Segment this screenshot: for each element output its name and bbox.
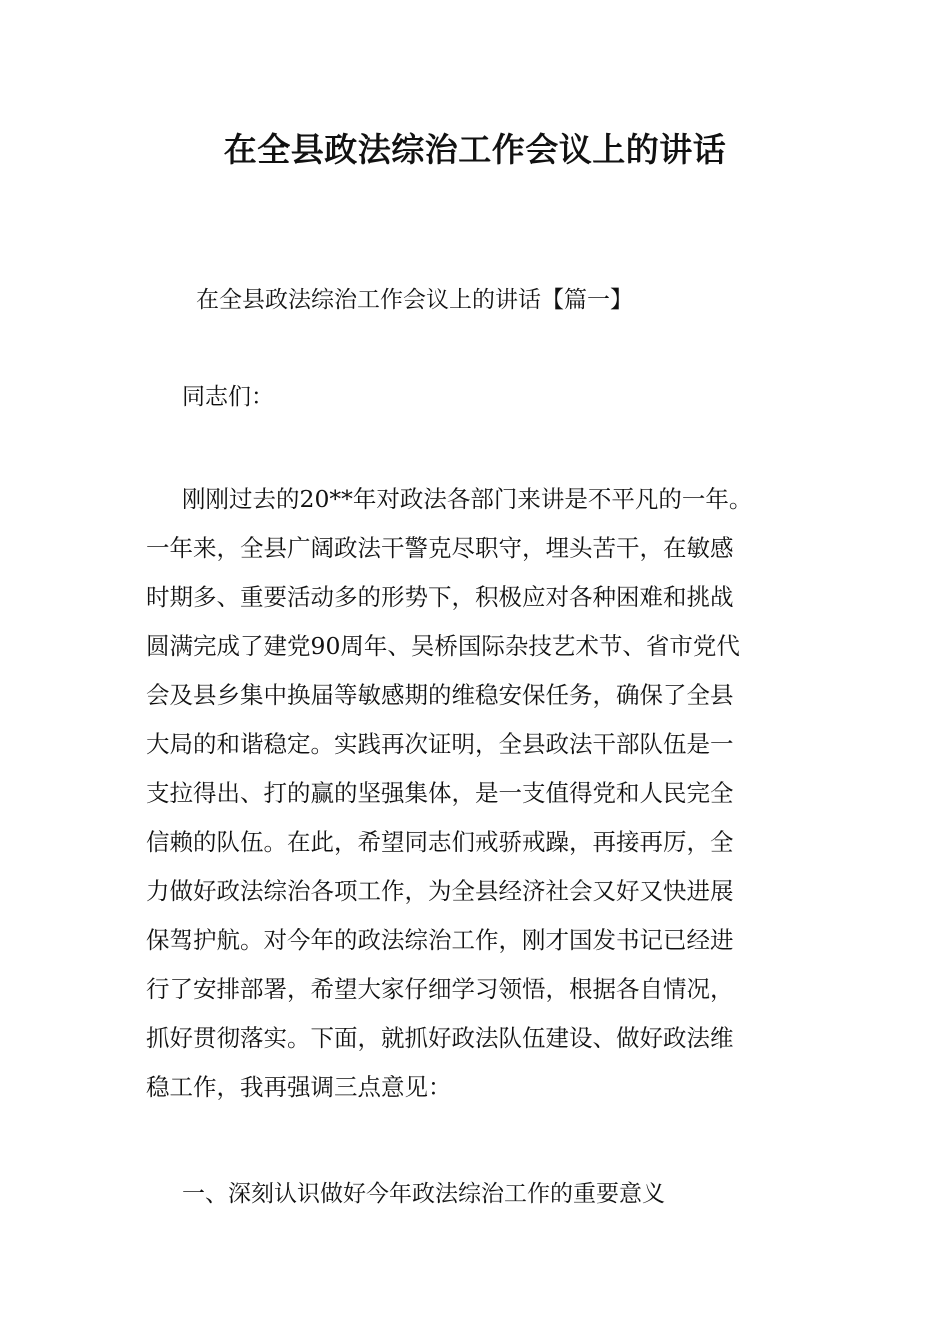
paragraph-line: 行了安排部署，希望大家仔细学习领悟，根据各自情况， [146, 975, 734, 1003]
paragraph-line: 大局的和谐稳定。实践再次证明，全县政法干部队伍是一 [146, 730, 734, 758]
body-paragraph [146, 479, 806, 1116]
paragraph-line: 刚刚过去的20**年对政法各部门来讲是不平凡的一年。 [182, 485, 753, 513]
paragraph-line: 力做好政法综治各项工作，为全县经济社会又好又快进展 [146, 877, 734, 905]
paragraph-line: 一年来，全县广阔政法干警克尽职守，埋头苦干，在敏感 [146, 534, 734, 562]
document-title: 在全县政法综治工作会议上的讲话 [223, 130, 727, 169]
section-subtitle: 在全县政法综治工作会议上的讲话【篇一】 [196, 287, 633, 313]
paragraph-line: 支拉得出、打的赢的坚强集体，是一支值得党和人民完全 [146, 779, 734, 807]
paragraph-line: 保驾护航。对今年的政法综治工作，刚才国发书记已经进 [146, 926, 734, 954]
paragraph-line: 时期多、重要活动多的形势下，积极应对各种困难和挑战 [146, 583, 734, 611]
paragraph-line: 会及县乡集中换届等敏感期的维稳安保任务，确保了全县 [146, 681, 734, 709]
section-heading: 一、深刻认识做好今年政法综治工作的重要意义 [182, 1181, 665, 1207]
greeting: 同志们： [182, 384, 274, 410]
paragraph-line: 稳工作，我再强调三点意见： [146, 1073, 452, 1101]
paragraph-line: 圆满完成了建党90周年、吴桥国际杂技艺术节、省市党代 [146, 632, 740, 660]
paragraph-line: 抓好贯彻落实。下面，就抓好政法队伍建设、做好政法维 [146, 1024, 734, 1052]
paragraph-line: 信赖的队伍。在此，希望同志们戒骄戒躁，再接再厉，全 [146, 828, 734, 856]
